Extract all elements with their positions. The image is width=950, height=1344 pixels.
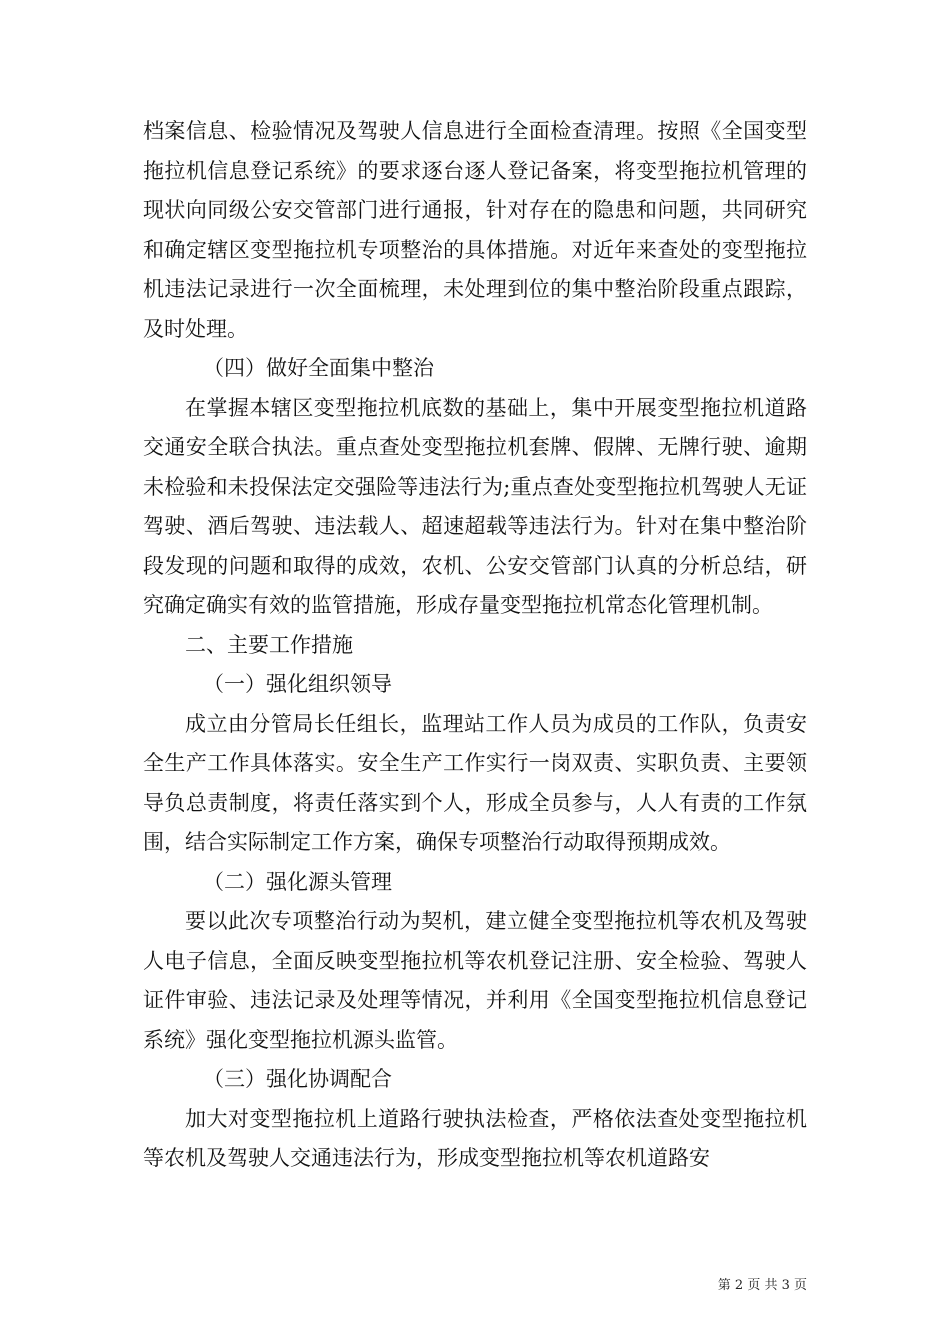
heading-coordination: （三）强化协调配合 xyxy=(203,1067,392,1091)
heading-source-management: （二）强化源头管理 xyxy=(203,869,392,894)
paragraph-archive-check: 档案信息、检验情况及驾驶人信息进行全面检查清理。按照《全国变型拖拉机信息登记系统》的要求逐台逐人登记备案，将变型拖拉机管理的现状向同级公安交管部门进行通报，针对存在的隐患和问题，共同研究和确定辖区变型拖拉机专项整治的具体措施。对近年来查处的变型拖拉机违法记录进行一次全面梳理，未处理到位的集中整治阶段重点跟踪，及时处理。 xyxy=(143,119,807,341)
page-number-footer: 第 2 页 共 3 页 xyxy=(717,1278,807,1293)
heading-section-4: （四）做好全面集中整治 xyxy=(203,356,434,380)
document-body xyxy=(143,112,807,1179)
paragraph-joint-enforcement: 在掌握本辖区变型拖拉机底数的基础上，集中开展变型拖拉机道路交通安全联合执法。重点查处变型拖拉机套牌、假牌、无牌行驶、逾期未检验和未投保法定交强险等违法行为;重点查处变型拖拉机驾驶人无证驾驶、酒后驾驶、违法载人、超速超载等违法行为。针对在集中整治阶段发现的问题和取得的成效，农机、公安交管部门认真的分析总结，研究确定确实有效的监管措施，形成存量变型拖拉机常态化管理机制。 xyxy=(143,395,807,617)
heading-main-measures: 二、主要工作措施 xyxy=(185,632,353,657)
paragraph-road-inspection: 加大对变型拖拉机上道路行驶执法检查，严格依法查处变型拖拉机等农机及驾驶人交通违法行为，形成变型拖拉机等农机道路安 xyxy=(143,1106,807,1170)
heading-organization-leadership: （一）强化组织领导 xyxy=(203,672,392,696)
paragraph-electronic-info: 要以此次专项整治行动为契机，建立健全变型拖拉机等农机及驾驶人电子信息，全面反映变型拖拉机等农机登记注册、安全检验、驾驶人证件审验、违法记录及处理等情况，并利用《全国变型拖拉机信息登记系统》强化变型拖拉机源头监管。 xyxy=(143,909,807,1052)
paragraph-work-team: 成立由分管局长任组长，监理站工作人员为成员的工作队，负责安全生产工作具体落实。安全生产工作实行一岗双责、实职负责、主要领导负总责制度，将责任落实到个人，形成全员参与，人人有责的工作氛围，结合实际制定工作方案，确保专项整治行动取得预期成效。 xyxy=(143,711,807,854)
